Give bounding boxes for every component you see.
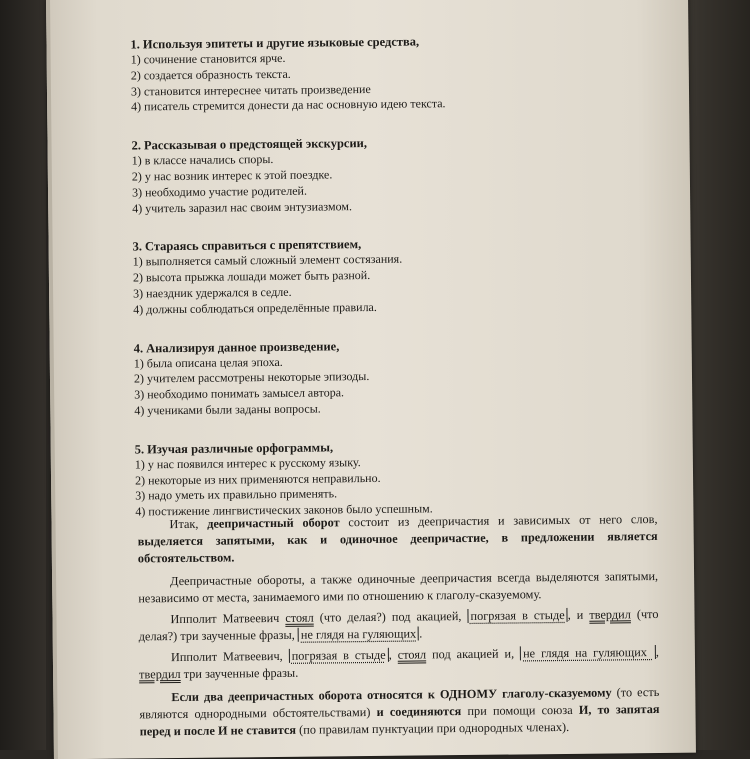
text-run: (то есть являются однородными обстоятельствами) [139, 684, 660, 722]
text-run: (что делая?) три заученные фразы, [138, 606, 659, 644]
bold-rule: Если два деепричастных оборота относятся к ОДНОМУ глаголу-сказуемому [171, 685, 612, 705]
answer-number: 3) [135, 488, 146, 503]
page-edge [46, 0, 58, 759]
answer-number: 1) [132, 254, 143, 269]
theory-paragraph [139, 684, 660, 740]
answer-number: 4) [131, 99, 142, 114]
bold-rule: выделяется запятыми, как и одиночное деепричастие, в предложении является обстоятельством. [137, 528, 658, 566]
participle-phrase: погрязая в стыде [289, 648, 389, 663]
predicate-underlined: твердил [139, 666, 181, 682]
answer-number: 3) [133, 286, 144, 301]
question-number: 1. [130, 37, 140, 52]
bold-rule: И, то запятая перед и после И не ставится [139, 701, 660, 739]
text-run: . [419, 626, 423, 641]
text-run: под акацией и, [426, 646, 521, 662]
answer-text: создается образность текста. [143, 66, 291, 83]
answer-number: 3) [131, 185, 143, 200]
desk-background-left [0, 0, 46, 750]
text-run: Ипполит Матвеевич [170, 610, 286, 627]
answer-text: сочинение становится ярче. [143, 50, 286, 67]
answer-number: 4) [133, 302, 144, 317]
answer-text: была описана целая эпоха. [146, 354, 283, 370]
answer-number: 1) [133, 355, 144, 371]
answer-number: 1) [134, 457, 145, 472]
participle-phrase: погрязая в стыде [467, 608, 567, 623]
question-block [133, 233, 654, 318]
question-number: 2. [131, 138, 142, 153]
text-run: три заученные фразы. [180, 665, 299, 681]
answer-number: 4) [132, 200, 143, 216]
text-run: Итак, [169, 516, 208, 532]
text-run: , и [567, 607, 590, 622]
predicate-underlined: твердил [589, 607, 631, 622]
answer-number: 3) [134, 387, 145, 402]
question-block [135, 436, 656, 521]
question-block [130, 31, 651, 116]
example-sentence-1 [138, 606, 658, 645]
text-run: при помощи союза [461, 702, 579, 719]
answer-text: учитель заразил нас своим энтузиазмом. [145, 198, 352, 215]
answer-text: надо уметь их правильно применять. [148, 486, 338, 503]
answer-text: наездник удержался в седле. [146, 284, 292, 301]
bold-term: деепричастный оборот [207, 515, 340, 531]
text-run: , [388, 647, 398, 662]
answer-number: 2) [132, 270, 144, 285]
question-list [130, 31, 655, 542]
answer-text: необходимо участие родителей. [144, 183, 307, 200]
answer-number: 2) [130, 68, 141, 83]
bold-rule: и соединяются [376, 704, 462, 719]
predicate-underlined: стоял [397, 647, 427, 662]
question-text: Рассказывая о предстоящей экскурсии, [143, 136, 368, 153]
text-run: (по правилам пунктуации при однородных членах). [295, 719, 570, 737]
answer-text: учителем рассмотрены некоторые эпизоды. [146, 369, 370, 386]
answer-text: выполняется самый сложный элемент состязания. [145, 252, 403, 269]
theory-section [137, 511, 659, 740]
question-number: 5. [134, 442, 145, 457]
predicate-underlined: стоял [285, 610, 314, 625]
theory-paragraph [137, 511, 658, 567]
participle-phrase: не глядя на гуляющих [298, 626, 419, 641]
answer-text: некоторые из них применяются неправильно. [147, 470, 381, 487]
answer-text: у нас появился интерес к русскому языку. [147, 454, 361, 472]
answer-number: 4) [134, 403, 145, 418]
answer-text: писатель стремится донести да нас основную идею текста. [144, 96, 446, 114]
answer-number: 2) [133, 371, 145, 386]
text-run: (что делая?) под акацией, [313, 608, 468, 625]
question-text: Используя эпитеты и другие языковые средства, [142, 34, 420, 52]
answer-text: учениками были заданы вопросы. [147, 401, 321, 418]
participle-phrase: не глядя на гуляющих [520, 645, 656, 660]
desk-background-right [688, 0, 750, 750]
answer-text: становится интереснее читать произведение [143, 81, 371, 98]
answer-number: 2) [131, 169, 142, 184]
answer-text: у нас возник интерес к этой поездке. [144, 167, 333, 184]
answer-text: высота прыжка лошади может быть разной. [145, 268, 371, 285]
answer-text: постижение лингвистических законов было успешным. [148, 501, 433, 519]
question-text: Стараясь справиться с препятствием, [144, 237, 362, 254]
question-number: 4. [133, 340, 144, 356]
text-run: Ипполит Матвеевич, [170, 648, 289, 665]
answer-number: 4) [135, 504, 146, 519]
answer-text: должны соблюдаться определённые правила. [146, 299, 377, 317]
text-run: , [655, 644, 659, 660]
question-text: Изучая различные орфограммы, [147, 440, 334, 457]
question-number: 3. [132, 239, 143, 254]
paper-page [46, 0, 696, 759]
theory-paragraph: Деепричастные обороты, а также одиночные деепричастия всегда выделяются запятыми, независимо от места, занимаемого ими по отношению к глаголу-сказуемому. [138, 568, 659, 606]
question-block [134, 335, 655, 420]
answer-text: в классе начались споры. [144, 152, 274, 168]
answer-number: 1) [130, 52, 141, 67]
question-text: Анализируя данное произведение, [145, 338, 340, 355]
text-run: состоит из деепричастия и зависимых от него слов, [339, 511, 658, 530]
answer-number: 2) [134, 472, 146, 488]
answer-text: необходимо понимать замысел автора. [147, 385, 345, 402]
question-block [131, 132, 652, 217]
answer-number: 3) [130, 83, 142, 99]
answer-number: 1) [131, 153, 142, 168]
example-sentence-2 [139, 644, 659, 683]
